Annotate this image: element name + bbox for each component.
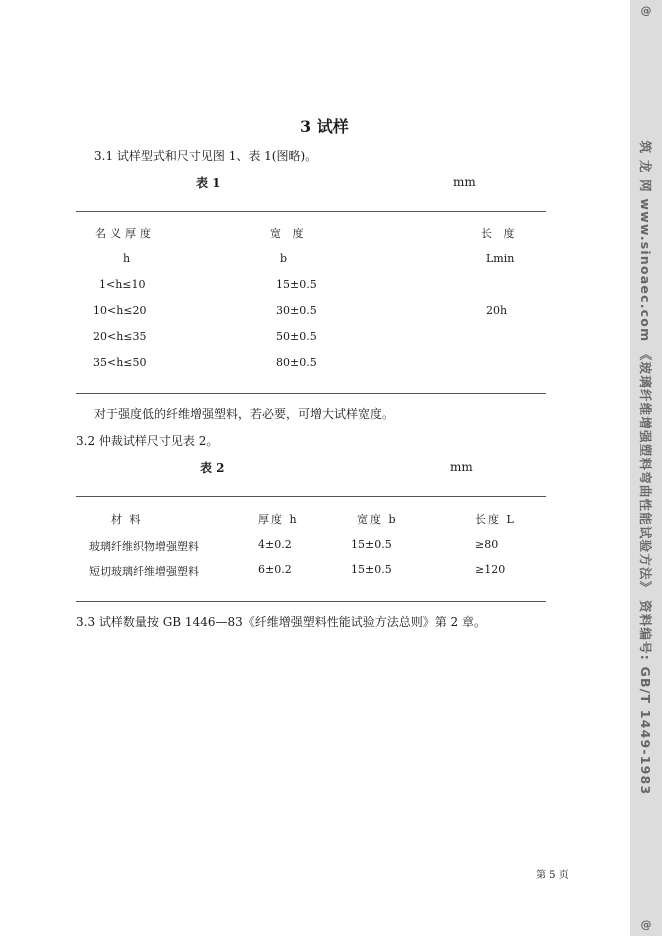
page-number: 第 5 页 [536, 870, 569, 881]
table2-header-material: 材 料 [111, 513, 143, 526]
watermark-mark-top: @ [640, 4, 652, 17]
table1-row4-thickness: 35<h≤50 [93, 356, 147, 369]
table1-header-thickness: 名义厚度 [95, 227, 155, 240]
watermark-text: 筑 龙 网 www.sinoaec.com 《玻璃纤维增强塑料弯曲性能试验方法》 资料编号: GB/T 1449-1983 [638, 140, 653, 796]
table1-bottom-rule [76, 393, 546, 394]
table1-header-width: 宽 度 [270, 227, 308, 240]
section-heading: 3 试样 [300, 117, 349, 136]
table2-row2-material: 短切玻璃纤维增强塑料 [89, 565, 199, 578]
table1-title: 表 1 [196, 176, 221, 190]
table1-length-value: 20h [486, 304, 508, 317]
table1-row1-thickness: 1<h≤10 [99, 278, 146, 291]
table2-header-width: 宽度 b [357, 513, 398, 526]
table1-symbol-b: b [280, 252, 288, 265]
table1-symbol-lmin: Lmin [486, 252, 515, 265]
table2-row2-length: ≥120 [475, 563, 506, 576]
table1-symbol-h: h [123, 252, 131, 265]
table1-row4-width: 80±0.5 [276, 356, 317, 369]
paragraph-3-2: 3.2 仲裁试样尺寸见表 2。 [76, 434, 219, 448]
table1-row2-width: 30±0.5 [276, 304, 317, 317]
table2-title: 表 2 [200, 461, 225, 475]
paragraph-note: 对于强度低的纤维增强塑料，若必要，可增大试样宽度。 [94, 407, 395, 421]
table2-row1-material: 玻璃纤维织物增强塑料 [89, 540, 199, 553]
table2-row1-width: 15±0.5 [351, 538, 392, 551]
paragraph-3-3: 3.3 试样数量按 GB 1446—83《纤维增强塑料性能试验方法总则》第 2 章。 [76, 615, 487, 629]
table2-row2-thickness: 6±0.2 [258, 563, 292, 576]
paragraph-3-1: 3.1 试样型式和尺寸见图 1、表 1(图略)。 [94, 149, 318, 163]
table1-top-rule [76, 211, 546, 212]
table2-row1-length: ≥80 [475, 538, 499, 551]
table1-row1-width: 15±0.5 [276, 278, 317, 291]
table2-row1-thickness: 4±0.2 [258, 538, 292, 551]
table2-unit: mm [450, 460, 473, 474]
table1-row3-width: 50±0.5 [276, 330, 317, 343]
watermark-mark-bottom: @ [640, 918, 652, 931]
table2-header-thickness: 厚度 h [258, 513, 299, 526]
table2-header-length: 长度 L [475, 513, 516, 526]
table2-bottom-rule [76, 601, 546, 602]
table1-header-length: 长 度 [481, 227, 519, 240]
table1-row3-thickness: 20<h≤35 [93, 330, 147, 343]
table1-row2-thickness: 10<h≤20 [93, 304, 147, 317]
watermark-strip [630, 0, 662, 936]
table2-top-rule [76, 496, 546, 497]
table1-unit: mm [453, 175, 476, 189]
table2-row2-width: 15±0.5 [351, 563, 392, 576]
